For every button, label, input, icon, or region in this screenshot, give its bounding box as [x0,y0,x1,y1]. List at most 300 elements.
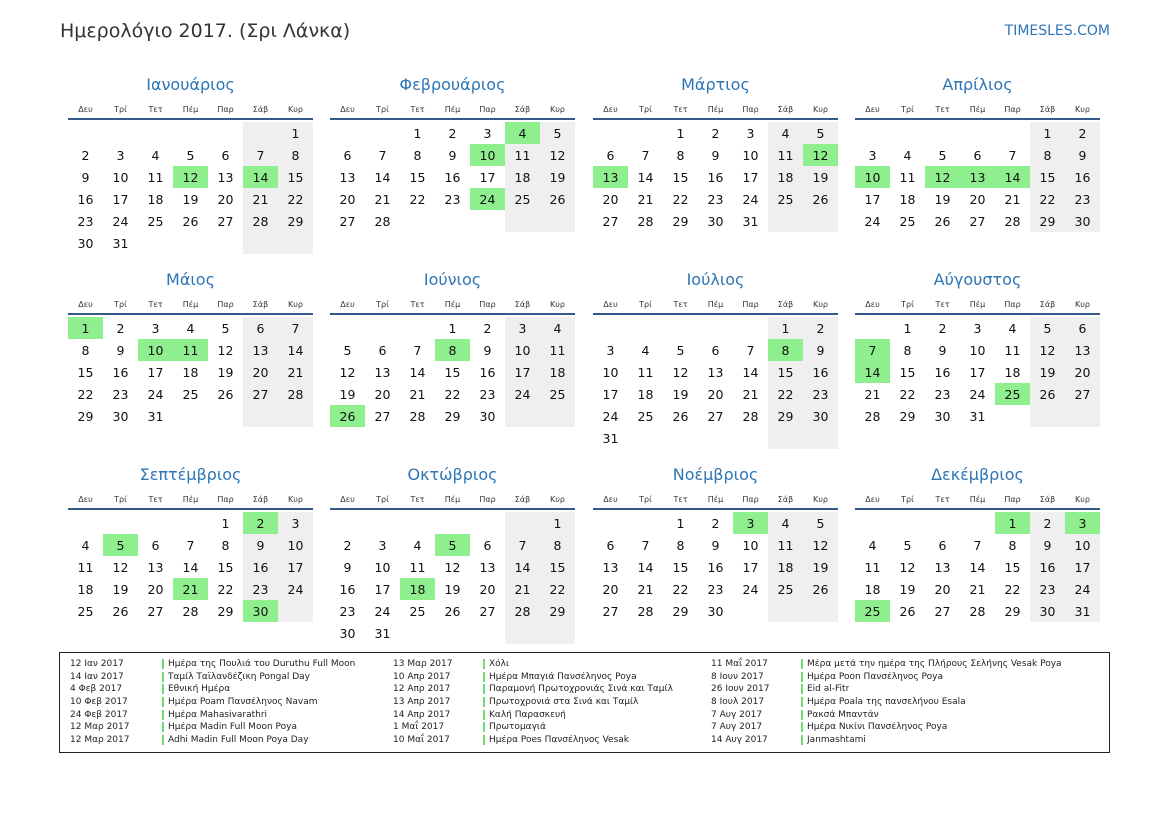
day-cell: 13 [339,169,356,185]
holiday-marker [801,684,803,694]
day-cell: 14 [742,364,759,380]
weekday-label: Τρί [376,104,389,114]
day-cell: 26 [112,603,129,619]
weekday-label: Κυρ [550,494,565,504]
day-cell: 19 [803,556,838,578]
weekday-label: Δευ [603,104,618,114]
day-cell: 18 [77,581,94,597]
weekday-label: Σάβ [1039,299,1056,309]
weekday-label: Παρ [479,104,496,114]
day-cell: 2 [711,125,720,141]
weekday-label: Τετ [935,494,950,504]
day-cell: 8 [278,144,313,166]
legend-row [393,708,711,721]
day-cell: 18 [637,386,654,402]
legend-column [70,658,393,752]
weekday-label: Τετ [673,494,688,504]
day-cell: 21 [505,578,540,600]
day-cell: 11 [77,559,94,575]
holiday-name: Ημέρα Poes Πανσέληνος Vesak [489,734,629,745]
empty-cell [505,210,540,232]
day-cell: 5 [186,147,195,163]
day-cell: 30 [934,408,951,424]
day-cell: 20 [374,386,391,402]
days-grid [855,317,1100,427]
empty-cell [208,232,243,254]
weekday-label: Δευ [340,104,355,114]
day-cell: 14 [637,169,654,185]
day-cell: 3 [505,317,540,339]
empty-cell [995,405,1030,427]
day-cell: 1 [903,320,912,336]
empty-cell [960,122,995,144]
holiday-day: 10 [855,166,890,188]
day-cell: 23 [444,191,461,207]
day-cell: 3 [868,147,877,163]
day-cell: 30 [707,603,724,619]
holiday-day: 14 [995,166,1030,188]
legend-row [393,721,711,734]
empty-cell [925,512,960,534]
holiday-day: 26 [330,405,365,427]
weekday-label: Τρί [639,104,652,114]
holiday-marker [483,659,485,669]
day-cell: 12 [899,559,916,575]
day-cell: 7 [505,534,540,556]
weekday-label: Τετ [148,299,163,309]
legend-row [393,734,711,747]
day-cell: 5 [540,122,575,144]
day-cell: 15 [899,364,916,380]
weekday-label: Πέμ [707,299,724,309]
legend-row [70,708,393,721]
weekday-label: Τρί [901,299,914,309]
day-cell: 2 [803,317,838,339]
holiday-day: 12 [925,166,960,188]
weekday-label: Κυρ [288,494,303,504]
weekday-label: Σάβ [252,104,269,114]
day-cell: 28 [278,383,313,405]
holiday-date: 14 Απρ 2017 [393,709,451,720]
day-cell: 9 [448,147,457,163]
day-cell: 22 [409,191,426,207]
empty-cell [768,210,803,232]
day-cell: 23 [112,386,129,402]
empty-cell [663,427,698,449]
weekday-label: Τετ [673,104,688,114]
day-cell: 12 [217,342,234,358]
day-cell: 4 [1008,320,1017,336]
day-cell: 30 [1065,210,1100,232]
empty-cell [698,317,733,339]
day-cell: 28 [637,213,654,229]
weekday-label: Κυρ [288,104,303,114]
days-grid [593,512,838,622]
day-cell: 1 [768,317,803,339]
day-cell: 28 [374,213,391,229]
day-cell: 28 [969,603,986,619]
day-cell: 15 [1004,559,1021,575]
holiday-marker [483,672,485,682]
day-cell: 29 [899,408,916,424]
weekday-label: Δευ [865,494,880,504]
day-cell: 17 [864,191,881,207]
day-cell: 27 [602,213,619,229]
day-cell: 10 [278,534,313,556]
holiday-day: 21 [173,578,208,600]
day-cell: 24 [864,213,881,229]
day-cell: 4 [151,147,160,163]
holiday-day: 5 [435,534,470,556]
day-cell: 3 [973,320,982,336]
holiday-day: 24 [470,188,505,210]
weekday-label: Σάβ [1039,494,1056,504]
weekday-label: Παρ [1004,299,1021,309]
day-cell: 10 [505,339,540,361]
day-cell: 28 [742,408,759,424]
days-grid [593,122,838,232]
weekday-label: Παρ [479,299,496,309]
day-cell: 4 [903,147,912,163]
day-cell: 19 [803,166,838,188]
day-cell: 27 [602,603,619,619]
day-cell: 9 [483,342,492,358]
weekday-label: Τετ [935,104,950,114]
weekday-label: Παρ [1004,104,1021,114]
empty-cell [103,512,138,534]
day-cell: 30 [339,625,356,641]
day-cell: 31 [1065,600,1100,622]
day-cell: 16 [707,169,724,185]
days-grid [68,122,313,254]
weekday-label: Τετ [148,494,163,504]
empty-cell [1065,405,1100,427]
holiday-day: 3 [733,512,768,534]
day-cell: 15 [217,559,234,575]
day-cell: 23 [1030,578,1065,600]
day-cell: 19 [339,386,356,402]
empty-cell [173,512,208,534]
holiday-date: 8 Ιουλ 2017 [711,697,765,708]
day-cell: 6 [973,147,982,163]
holiday-name: Ημέρα Νικίνι Πανσέληνος Poya [807,722,948,733]
day-cell: 26 [803,578,838,600]
empty-cell [400,512,435,534]
day-cell: 6 [221,147,230,163]
holiday-date: 10 Απρ 2017 [393,671,451,682]
holiday-day: 2 [243,512,278,534]
weekday-label: Παρ [1004,494,1021,504]
day-cell: 2 [116,320,125,336]
weekday-label: Πέμ [182,104,199,114]
weekday-label: Παρ [742,494,759,504]
weekday-header [593,295,838,315]
holiday-day: 5 [103,534,138,556]
day-cell: 21 [742,386,759,402]
legend-row [393,658,711,671]
day-cell: 26 [899,603,916,619]
day-cell: 27 [217,213,234,229]
weekday-label: Τετ [673,299,688,309]
day-cell: 8 [676,537,685,553]
day-cell: 6 [938,537,947,553]
month-block [593,464,838,622]
day-cell: 6 [151,537,160,553]
holiday-marker [162,710,164,720]
day-cell: 17 [112,191,129,207]
day-cell: 8 [540,534,575,556]
weekday-label: Πέμ [969,494,986,504]
legend-row [393,683,711,696]
day-cell: 25 [768,188,803,210]
empty-cell [365,317,400,339]
month-block [330,74,575,232]
day-cell: 1 [1030,122,1065,144]
holiday-name: Eid al-Fitr [807,684,850,695]
day-cell: 16 [339,581,356,597]
day-cell: 15 [278,166,313,188]
day-cell: 18 [540,361,575,383]
weekday-label: Τρί [901,494,914,504]
day-cell: 13 [707,364,724,380]
day-cell: 31 [969,408,986,424]
day-cell: 9 [1065,144,1100,166]
day-cell: 11 [147,169,164,185]
day-cell: 1 [413,125,422,141]
weekday-label: Σάβ [777,299,794,309]
weekday-label: Τετ [410,104,425,114]
weekday-label: Παρ [217,104,234,114]
day-cell: 8 [1030,144,1065,166]
weekday-label: Κυρ [1075,494,1090,504]
empty-cell [208,405,243,427]
day-cell: 20 [339,191,356,207]
month-name: Αύγουστος [933,270,1022,289]
day-cell: 30 [1030,600,1065,622]
empty-cell [925,122,960,144]
weekday-header [330,490,575,510]
holiday-day: 1 [995,512,1030,534]
day-cell: 20 [934,581,951,597]
weekday-label: Πέμ [969,299,986,309]
day-cell: 2 [711,515,720,531]
day-cell: 12 [540,144,575,166]
day-cell: 7 [243,144,278,166]
day-cell: 26 [217,386,234,402]
day-cell: 10 [374,559,391,575]
month-name: Ιούνιος [423,270,482,289]
holiday-name: Ημέρα Μπαγιά Πανσέληνος Poya [489,671,637,682]
empty-cell [803,427,838,449]
day-cell: 12 [1030,339,1065,361]
month-block [855,464,1100,622]
day-cell: 14 [374,169,391,185]
day-cell: 10 [112,169,129,185]
holiday-marker [801,722,803,732]
empty-cell [208,122,243,144]
day-cell: 24 [278,578,313,600]
weekday-label: Σάβ [252,494,269,504]
empty-cell [628,317,663,339]
day-cell: 9 [711,147,720,163]
day-cell: 22 [672,581,689,597]
day-cell: 25 [899,213,916,229]
month-name: Ιανουάριος [146,75,235,94]
day-cell: 9 [243,534,278,556]
day-cell: 21 [409,386,426,402]
day-cell: 24 [374,603,391,619]
empty-cell [855,317,890,339]
day-cell: 17 [742,559,759,575]
month-block [330,269,575,427]
day-cell: 9 [803,339,838,361]
days-grid [330,122,575,232]
weekday-label: Σάβ [1039,104,1056,114]
weekday-label: Κυρ [550,299,565,309]
empty-cell [593,317,628,339]
day-cell: 26 [1030,383,1065,405]
empty-cell [400,317,435,339]
day-cell: 24 [602,408,619,424]
day-cell: 13 [374,364,391,380]
weekday-label: Σάβ [252,299,269,309]
day-cell: 23 [479,386,496,402]
day-cell: 20 [479,581,496,597]
holiday-date: 8 Ιουν 2017 [711,671,764,682]
day-cell: 11 [540,339,575,361]
day-cell: 4 [641,342,650,358]
weekday-label: Παρ [217,299,234,309]
holiday-date: 13 Απρ 2017 [393,697,451,708]
empty-cell [173,232,208,254]
day-cell: 2 [448,125,457,141]
holiday-day: 10 [470,144,505,166]
holiday-marker [483,710,485,720]
empty-cell [768,427,803,449]
day-cell: 4 [540,317,575,339]
empty-cell [138,232,173,254]
day-cell: 20 [147,581,164,597]
day-cell: 11 [899,169,916,185]
weekday-label: Τετ [935,299,950,309]
day-cell: 8 [81,342,90,358]
day-cell: 24 [742,191,759,207]
weekday-label: Δευ [78,299,93,309]
day-cell: 6 [606,147,615,163]
day-cell: 1 [278,122,313,144]
holiday-name: Ημέρα Madin Full Moon Poya [168,722,297,733]
day-cell: 16 [803,361,838,383]
day-cell: 20 [602,581,619,597]
day-cell: 27 [934,603,951,619]
day-cell: 3 [116,147,125,163]
day-cell: 11 [409,559,426,575]
day-cell: 2 [938,320,947,336]
day-cell: 17 [278,556,313,578]
holiday-day: 14 [243,166,278,188]
day-cell: 16 [77,191,94,207]
day-cell: 17 [505,361,540,383]
empty-cell [803,210,838,232]
day-cell: 4 [81,537,90,553]
day-cell: 16 [707,559,724,575]
weekday-label: Σάβ [777,494,794,504]
weekday-header [855,295,1100,315]
day-cell: 22 [672,191,689,207]
day-cell: 28 [637,603,654,619]
legend-row [70,671,393,684]
day-cell: 9 [938,342,947,358]
day-cell: 31 [742,213,759,229]
empty-cell [628,122,663,144]
day-cell: 7 [378,147,387,163]
holiday-marker [162,672,164,682]
day-cell: 10 [969,342,986,358]
legend-row [711,671,1091,684]
month-name: Απρίλιος [942,75,1013,94]
day-cell: 15 [672,559,689,575]
weekday-label: Κυρ [813,299,828,309]
day-cell: 25 [409,603,426,619]
holiday-marker [483,722,485,732]
day-cell: 5 [903,537,912,553]
day-cell: 3 [378,537,387,553]
day-cell: 18 [1004,364,1021,380]
month-block [330,464,575,644]
empty-cell [68,122,103,144]
day-cell: 4 [768,122,803,144]
holiday-day: 7 [855,339,890,361]
month-block [68,269,313,427]
empty-cell [505,405,540,427]
day-cell: 7 [278,317,313,339]
empty-cell [173,405,208,427]
site-link[interactable]: TIMESLES.COM [1004,23,1110,39]
legend-row [70,683,393,696]
day-cell: 2 [1065,122,1100,144]
weekday-header [68,100,313,120]
day-cell: 25 [768,578,803,600]
day-cell: 12 [444,559,461,575]
day-cell: 18 [864,581,881,597]
day-cell: 22 [217,581,234,597]
weekday-label: Παρ [742,299,759,309]
empty-cell [505,512,540,534]
day-cell: 22 [768,383,803,405]
empty-cell [768,600,803,622]
legend-row [70,734,393,747]
weekday-label: Δευ [603,299,618,309]
weekday-label: Πέμ [182,299,199,309]
days-grid [330,512,575,644]
day-cell: 6 [1065,317,1100,339]
day-cell: 24 [505,383,540,405]
weekday-label: Σάβ [514,494,531,504]
holiday-day: 12 [803,144,838,166]
legend-row [70,658,393,671]
empty-cell [1030,405,1065,427]
holiday-name: Πρωτοχρονιά στα Σινά και Ταμίλ [489,697,639,708]
legend-column [711,658,1091,752]
day-cell: 25 [505,188,540,210]
day-cell: 21 [1004,191,1021,207]
day-cell: 12 [803,534,838,556]
weekday-header [330,295,575,315]
day-cell: 23 [707,191,724,207]
day-cell: 3 [278,512,313,534]
day-cell: 24 [1065,578,1100,600]
weekday-header [593,100,838,120]
